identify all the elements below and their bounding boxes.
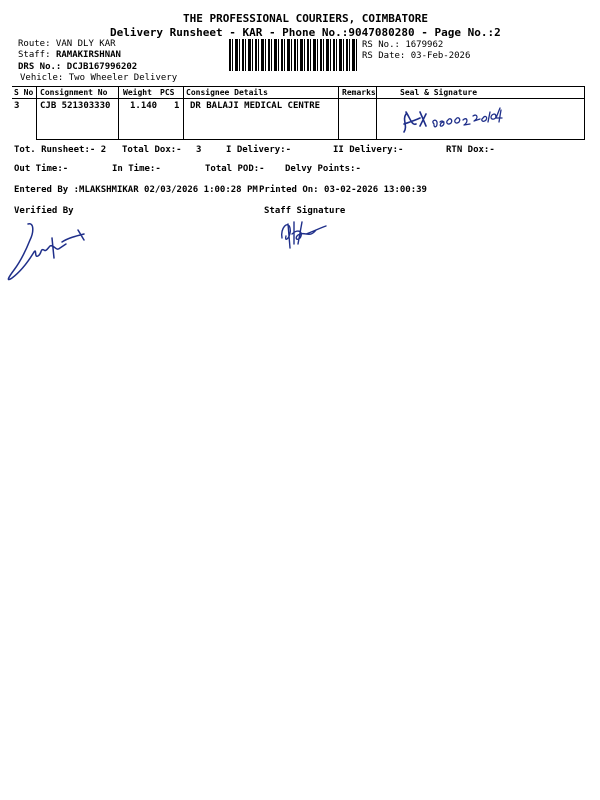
receiver-signature-image	[400, 102, 525, 138]
route-text: Route: VAN DLY KAR	[18, 39, 116, 49]
drs-value: DCJB167996202	[66, 62, 138, 72]
staff-value: RAMAKIRSHNAN	[55, 50, 121, 60]
verified-by-label: Verified By	[14, 206, 74, 216]
staff-line	[18, 50, 121, 60]
header-weight: Weight	[123, 88, 152, 97]
total-dox-value: 3	[196, 145, 202, 155]
rs-number: RS No.: 1679962	[362, 40, 444, 50]
col-divider-4	[338, 86, 339, 140]
company-title: THE PROFESSIONAL COURIERS, COIMBATORE	[183, 12, 429, 25]
in-time: In Time:-	[112, 164, 161, 174]
rs-date: RS Date: 03-Feb-2026	[362, 51, 471, 61]
entered-by: Entered By :MLAKSHMIKAR 02/03/2026 1:00:28 PM	[14, 185, 258, 195]
header-remarks: Remarks	[342, 88, 376, 97]
header-consignee: Consignee Details	[186, 88, 268, 97]
printed-on: Printed On: 03-02-2026 13:00:39	[259, 185, 427, 195]
row-consignee: DR BALAJI MEDICAL CENTRE	[190, 101, 321, 111]
ii-delivery: II Delivery:-	[333, 145, 404, 155]
col-divider-3	[183, 86, 184, 140]
runsheet-subtitle: Delivery Runsheet - KAR - Phone No.:9047080280 - Page No.:2	[110, 26, 501, 39]
row-sno: 3	[14, 101, 20, 111]
col-divider-6	[584, 86, 585, 140]
row-pcs: 1	[174, 101, 180, 111]
table-header-rule	[12, 98, 584, 99]
rtn-dox: RTN Dox:-	[446, 145, 495, 155]
header-sno: S No	[14, 88, 34, 97]
drs-line	[18, 62, 137, 72]
col-divider-1	[36, 86, 37, 140]
vehicle-text: Vehicle: Two Wheeler Delivery	[20, 73, 178, 83]
drs-label: DRS No.:	[18, 62, 62, 72]
row-weight: 1.140	[130, 101, 158, 111]
total-dox-label: Total Dox:-	[122, 145, 182, 155]
out-time: Out Time:-	[14, 164, 69, 174]
total-pod: Total POD:-	[205, 164, 265, 174]
table-top-rule	[12, 86, 584, 87]
i-delivery: I Delivery:-	[226, 145, 292, 155]
row-consignment: CJB 521303330	[40, 101, 111, 111]
col-divider-5	[376, 86, 377, 140]
staff-signature-image	[276, 214, 336, 252]
header-consignment: Consignment No	[40, 88, 108, 97]
delvy-points: Delvy Points:-	[285, 164, 361, 174]
verified-by-signature-image	[4, 218, 94, 284]
total-runsheet: Tot. Runsheet:- 2	[14, 145, 107, 155]
staff-signature-label: Staff Signature	[264, 206, 346, 216]
staff-label: Staff:	[18, 50, 51, 60]
barcode-image	[229, 39, 359, 71]
header-seal: Seal & Signature	[400, 88, 478, 97]
col-divider-2	[118, 86, 119, 140]
header-pcs: PCS	[160, 88, 175, 97]
